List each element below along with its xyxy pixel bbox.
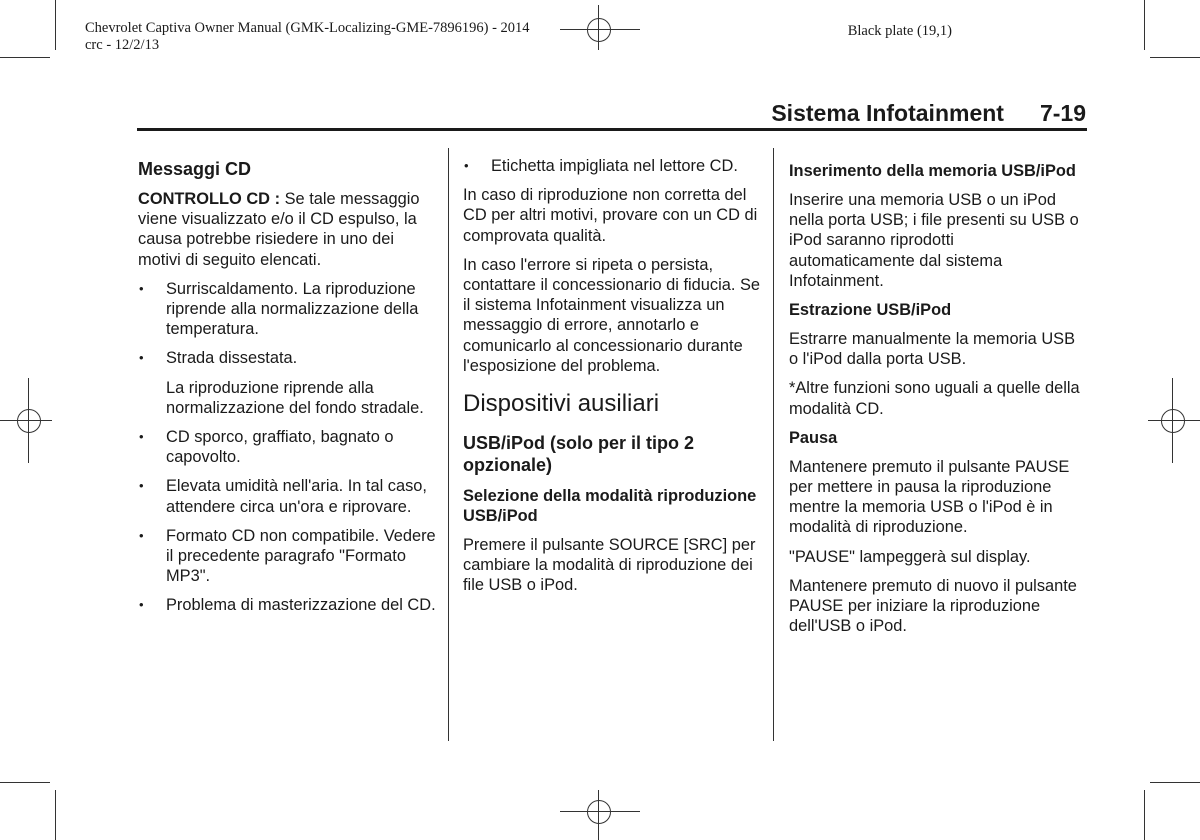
bullet-icon: • [139, 280, 144, 296]
paragraph: Estrarre manualmente la memoria USB o l'iPod dalla porta USB. [789, 330, 1076, 369]
list-item-text: Elevata umidità nell'aria. In tal caso, attendere circa un'ora e riprovare. [166, 477, 427, 516]
paragraph: Inserire una memoria USB o un iPod nella porta USB; i file presenti su USB o iPod saranno riprodotti automaticamente dal sistema Infotainment. [789, 191, 1079, 290]
list-item [138, 595, 438, 615]
column-2 [463, 156, 763, 605]
heading-usb-ipod: USB/iPod (solo per il tipo 2 opzionale) [463, 433, 695, 476]
bullet-icon: • [139, 350, 144, 366]
list-item [138, 427, 438, 467]
column-divider [773, 148, 774, 741]
bullet-icon: • [139, 527, 144, 543]
list-item [138, 279, 438, 340]
list-item [463, 156, 763, 176]
paragraph: Mantenere premuto il pulsante PAUSE per mettere in pausa la riproduzione mentre la memoria USB o l'iPod è in modalità di riproduzione. [789, 457, 1070, 537]
bullet-icon: • [139, 429, 144, 445]
heading-estrazione: Estrazione USB/iPod [789, 301, 952, 320]
list-item-text: Etichetta impigliata nel lettore CD. [491, 157, 738, 175]
cause-list-continued [463, 156, 763, 176]
print-meta [85, 20, 530, 54]
meta-line-2: crc - 12/2/13 [85, 37, 160, 53]
column-1 [138, 158, 438, 625]
list-item [138, 348, 438, 368]
intro-text: Se tale messaggio viene visualizzato e/o il CD espulso, la causa potrebbe risiedere in uno dei motivi di seguito elencati. [138, 190, 420, 269]
heading-selezione-modalita: Selezione della modalità riproduzione USB/iPod [463, 487, 757, 526]
plate-label: Black plate (19,1) [847, 23, 952, 39]
bullet-icon: • [139, 478, 144, 494]
heading-pausa: Pausa [789, 428, 838, 447]
heading-messaggi-cd: Messaggi CD [138, 159, 252, 179]
section-title: Sistema Infotainment [771, 100, 1004, 126]
column-3 [789, 161, 1081, 645]
header-rule [137, 128, 1087, 131]
list-item-text: Surriscaldamento. La riproduzione riprende alla normalizzazione della temperatura. [166, 279, 419, 339]
page-header [771, 100, 1086, 127]
paragraph: Premere il pulsante SOURCE [SRC] per cambiare la modalità di riproduzione dei file USB o iPod. [463, 536, 756, 595]
paragraph: *Altre funzioni sono uguali a quelle della modalità CD. [789, 379, 1080, 418]
paragraph: Mantenere premuto di nuovo il pulsante PAUSE per iniziare la riproduzione dell'USB o iPod. [789, 576, 1077, 636]
bullet-icon: • [464, 158, 469, 173]
paragraph: In caso di riproduzione non corretta del CD per altri motivi, provare con un CD di comprovata qualità. [463, 186, 758, 245]
bullet-icon: • [139, 597, 144, 613]
list-item-text: Formato CD non compatibile. Vedere il precedente paragrafo "Formato MP3". [166, 526, 436, 586]
column-divider [448, 148, 449, 741]
heading-dispositivi-ausiliari: Dispositivi ausiliari [463, 390, 660, 418]
list-item-text: CD sporco, graffiato, bagnato o capovolto. [166, 428, 394, 467]
cause-list [138, 279, 438, 616]
list-item [138, 526, 438, 587]
intro-label: CONTROLLO CD : [138, 190, 281, 208]
list-item-text: Problema di masterizzazione del CD. [166, 596, 436, 615]
meta-line-1: Chevrolet Captiva Owner Manual (GMK-Localizing-GME-7896196) - 2014 [85, 20, 530, 36]
list-item-note: La riproduzione riprende alla normalizzazione del fondo stradale. [166, 378, 424, 417]
page-number: 7-19 [1039, 100, 1086, 126]
intro-paragraph [138, 189, 438, 270]
paragraph: "PAUSE" lampeggerà sul display. [789, 547, 1031, 566]
heading-inserimento: Inserimento della memoria USB/iPod [789, 162, 1076, 180]
list-item-text: Strada dissestata. [166, 349, 298, 368]
paragraph: In caso l'errore si ripeta o persista, contattare il concessionario di fiducia. Se il sistema Infotainment visualizza un messaggio di errore, annotarlo e comunicarlo al concessionario durante l'esposizione del problema. [463, 255, 761, 375]
list-item [138, 476, 438, 516]
